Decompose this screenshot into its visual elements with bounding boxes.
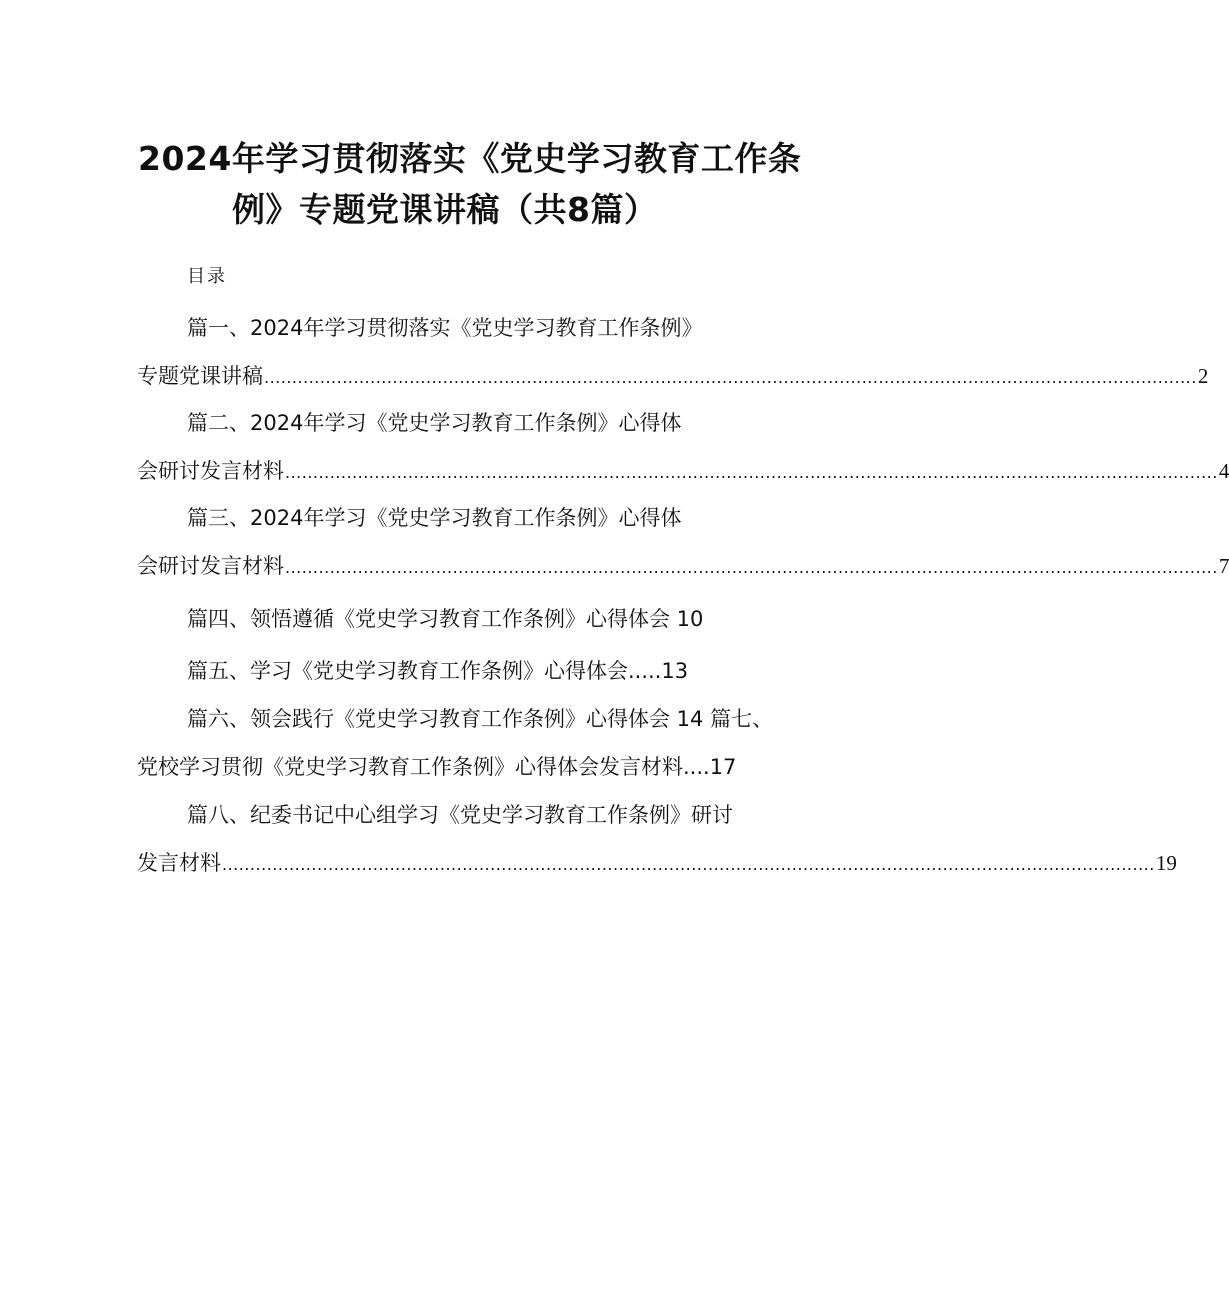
toc-entry-1-label: 专题党课讲稿 [137, 364, 263, 388]
toc-entry-1-line1[interactable]: 篇一、2024年学习贯彻落实《党史学习教育工作条例》 [187, 316, 703, 340]
toc-entry-2-line1[interactable]: 篇二、2024年学习《党史学习教育工作条例》心得体 [187, 411, 682, 435]
toc-entry-3-line1[interactable]: 篇三、2024年学习《党史学习教育工作条例》心得体 [187, 506, 682, 530]
document-title [0, 133, 920, 235]
toc-entry-3-page: 7 [1218, 554, 1229, 578]
toc-entry-3-line2[interactable] [137, 550, 1229, 582]
title-line-1: 2024年学习贯彻落实《党史学习教育工作条 [138, 139, 802, 178]
toc-entry-8-label: 发言材料 [137, 851, 221, 875]
toc-entry-6-line1[interactable]: 篇六、领会践行《党史学习教育工作条例》心得体会 14 篇七、 [187, 707, 774, 731]
toc-leader-dots: ....................................................................................................................................................................... [222, 855, 1155, 874]
toc-entry-1-line2[interactable] [137, 360, 1209, 392]
toc-entry-3-label: 会研讨发言材料 [137, 554, 284, 578]
toc-leader-dots: ....................................................................................................................................................................... [285, 558, 1218, 577]
toc-entry-2-line2[interactable] [137, 455, 1229, 487]
toc-entry-2-label: 会研讨发言材料 [137, 459, 284, 483]
toc-entry-7-line2[interactable]: 党校学习贯彻《党史学习教育工作条例》心得体会发言材料....17 [137, 755, 737, 779]
toc-entry-2-page: 4 [1218, 459, 1229, 483]
title-line-2: 例》专题党课讲稿（共8篇） [232, 190, 658, 229]
toc-heading: 目录 [187, 266, 227, 287]
toc-leader-dots: ....................................................................................................................................................................... [264, 368, 1197, 387]
toc-entry-8-line1[interactable]: 篇八、纪委书记中心组学习《党史学习教育工作条例》研讨 [187, 803, 733, 827]
toc-entry-8-line2[interactable] [137, 847, 1177, 879]
toc-entry-8-page: 19 [1155, 851, 1177, 875]
toc-entry-4-line1[interactable]: 篇四、领悟遵循《党史学习教育工作条例》心得体会 10 [187, 607, 704, 631]
toc-leader-dots: ....................................................................................................................................................................... [285, 463, 1218, 482]
toc-entry-1-page: 2 [1197, 364, 1209, 388]
toc-entry-5-line1[interactable]: 篇五、学习《党史学习教育工作条例》心得体会.....13 [187, 659, 689, 683]
